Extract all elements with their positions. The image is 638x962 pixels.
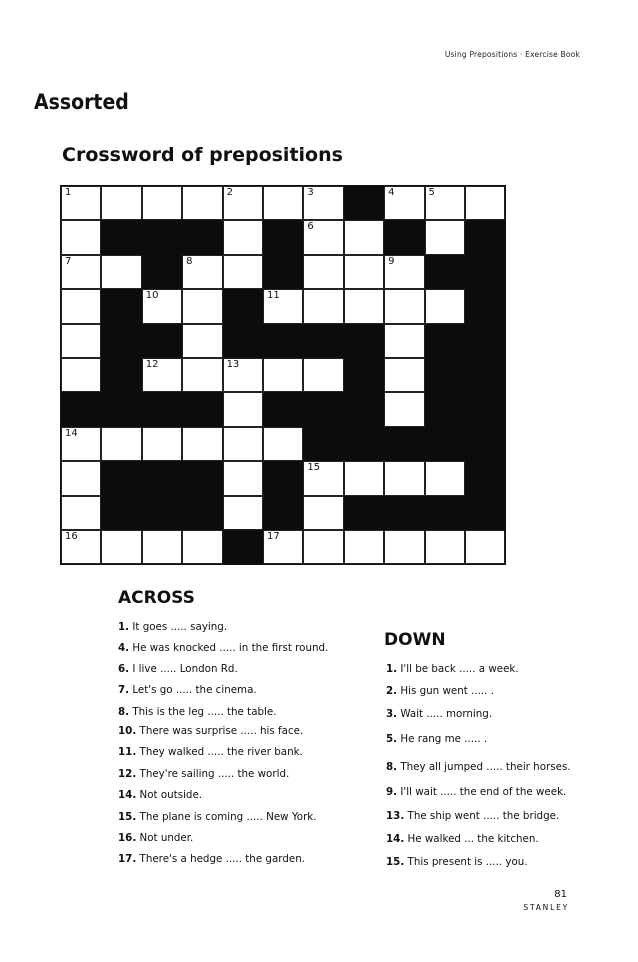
clue-text: This is the leg ..... the table. [132,706,277,718]
clue-number: 2. [386,685,398,697]
clue-item [118,663,238,675]
clue-number: 1 [65,187,72,198]
grid-cell[interactable] [303,255,343,289]
clue-number: 12. [118,768,137,780]
clue-item [386,685,494,697]
clue-number: 15. [118,811,137,823]
clue-number: 7 [65,255,72,267]
grid-cell[interactable] [303,186,343,220]
grid-block [344,186,384,220]
grid-cell[interactable] [303,496,343,530]
grid-cell[interactable] [182,186,222,220]
grid-block [223,289,263,323]
grid-cell[interactable] [223,220,263,254]
grid-cell[interactable] [384,186,424,220]
clue-item [118,725,303,737]
grid-block [223,324,263,358]
clue-text: The plane is coming ..... New York. [139,811,317,823]
clue-item [118,853,305,865]
clue-text: They walked ..... the river bank. [139,746,303,758]
clue-number: 9. [386,786,398,798]
grid-block [425,324,465,358]
running-header: Using Prepositions · Exercise Book [444,50,580,59]
grid-cell[interactable] [101,255,141,289]
grid-cell[interactable] [384,530,424,564]
grid-cell[interactable] [61,255,101,289]
clue-number: 10. [118,725,137,737]
grid-cell[interactable] [61,186,101,220]
grid-block [384,427,424,461]
grid-block [101,220,141,254]
clue-number: 13. [386,810,405,822]
grid-cell[interactable] [61,358,101,392]
grid-cell[interactable] [344,461,384,495]
grid-block [465,461,505,495]
clue-item [118,832,193,844]
clue-item [118,642,328,654]
grid-cell[interactable] [182,324,222,358]
grid-block [303,324,343,358]
clue-number: 13 [226,358,240,370]
clue-text: This present is ..... you. [407,856,528,868]
grid-block [344,358,384,392]
clue-number: 8. [118,706,130,718]
grid-cell[interactable] [425,530,465,564]
grid-cell[interactable] [61,461,101,495]
grid-block [344,324,384,358]
clue-item [118,789,202,801]
clue-text: Not under. [139,832,194,844]
grid-block [465,220,505,254]
grid-cell[interactable] [263,186,303,220]
grid-block [182,392,222,426]
grid-cell[interactable] [263,427,303,461]
page-number: 81 [554,889,567,900]
clue-item [118,811,317,823]
grid-block [465,496,505,530]
grid-block [142,324,182,358]
grid-block [344,496,384,530]
grid-cell[interactable] [465,186,505,220]
clue-text: Not outside. [139,789,203,801]
clue-text: There was surprise ..... his face. [139,725,304,737]
grid-block [223,530,263,564]
grid-block [101,358,141,392]
clue-number: 14 [65,427,78,439]
clue-number: 1. [118,621,130,633]
grid-cell[interactable] [61,324,101,358]
grid-cell[interactable] [61,289,101,323]
clue-item [118,621,227,633]
clue-number: 6 [307,221,314,233]
grid-cell[interactable] [223,255,263,289]
grid-block [101,496,141,530]
clue-number: 17. [118,853,137,865]
grid-block [101,461,141,495]
grid-cell[interactable] [344,530,384,564]
grid-block [182,461,222,495]
grid-block [465,427,505,461]
clue-number: 3. [386,708,398,720]
across-heading: ACROSS [118,588,195,608]
grid-cell[interactable] [344,220,384,254]
grid-block [61,392,101,426]
grid-block [425,255,465,289]
grid-cell[interactable] [223,496,263,530]
grid-cell[interactable] [384,324,424,358]
clue-number: 16. [118,832,137,844]
grid-block [303,427,343,461]
grid-cell[interactable] [61,220,101,254]
grid-cell[interactable] [344,255,384,289]
down-heading: DOWN [384,630,446,650]
clue-text: I'll be back ..... a week. [400,663,519,675]
publisher-name: STANLEY [523,903,569,912]
grid-cell[interactable] [425,461,465,495]
clue-item [386,663,519,675]
grid-block [425,496,465,530]
clue-text: It goes ..... saying. [132,621,228,633]
grid-block [425,392,465,426]
grid-cell[interactable] [101,530,141,564]
clue-number: 3 [307,187,314,198]
clue-item [118,768,289,780]
grid-block [101,324,141,358]
grid-cell[interactable] [101,427,141,461]
crossword-grid [60,185,506,565]
clue-number: 17 [266,530,280,542]
grid-block [465,289,505,323]
grid-cell[interactable] [344,289,384,323]
grid-block [263,392,303,426]
clue-number: 9 [388,255,395,267]
grid-cell[interactable] [303,461,343,495]
grid-cell[interactable] [384,461,424,495]
clue-number: 15. [386,856,405,868]
clue-number: 10 [145,290,159,302]
clue-number: 11 [266,290,280,302]
clue-number: 6. [118,663,130,675]
grid-block [425,427,465,461]
clue-number: 12 [145,358,159,370]
clue-item [118,706,277,718]
clue-item [386,733,487,745]
clue-text: He rang me ..... . [400,733,488,745]
grid-block [142,220,182,254]
grid-cell[interactable] [142,358,182,392]
clue-number: 1. [386,663,398,675]
clue-text: I live ..... London Rd. [132,663,238,675]
puzzle-title: Crossword of prepositions [62,144,343,166]
grid-block [384,496,424,530]
clue-item [386,761,571,773]
grid-cell[interactable] [182,530,222,564]
grid-block [182,496,222,530]
grid-cell[interactable] [303,220,343,254]
grid-block [142,255,182,289]
clue-text: He walked ... the kitchen. [407,833,539,845]
clue-text: Wait ..... morning. [400,708,493,720]
grid-block [425,358,465,392]
section-title: Assorted [34,90,129,114]
grid-block [303,392,343,426]
grid-cell[interactable] [384,289,424,323]
grid-cell[interactable] [142,289,182,323]
clue-number: 16 [65,530,78,542]
clue-text: His gun went ..... . [400,685,494,697]
grid-cell[interactable] [223,427,263,461]
clue-number: 4. [118,642,130,654]
grid-cell[interactable] [142,186,182,220]
clue-text: I'll wait ..... the end of the week. [400,786,567,798]
grid-cell[interactable] [142,427,182,461]
grid-cell[interactable] [223,186,263,220]
clue-number: 5. [386,733,398,745]
grid-cell[interactable] [61,496,101,530]
grid-cell[interactable] [223,461,263,495]
clue-text: There's a hedge ..... the garden. [139,853,305,865]
grid-cell[interactable] [425,289,465,323]
grid-cell[interactable] [425,186,465,220]
grid-block [263,255,303,289]
clue-item [386,810,559,822]
clue-number: 8. [386,761,398,773]
grid-block [142,461,182,495]
clue-item [386,833,539,845]
grid-cell[interactable] [61,530,101,564]
grid-block [263,324,303,358]
grid-cell[interactable] [223,358,263,392]
grid-cell[interactable] [101,186,141,220]
clue-text: The ship went ..... the bridge. [407,810,560,822]
clue-item [386,856,528,868]
grid-block [344,427,384,461]
clue-text: Let's go ..... the cinema. [132,684,257,696]
clue-text: They're sailing ..... the world. [139,768,290,780]
grid-block [263,220,303,254]
grid-cell[interactable] [182,255,222,289]
clue-number: 5 [428,187,435,198]
grid-cell[interactable] [384,392,424,426]
grid-block [465,392,505,426]
grid-block [465,358,505,392]
grid-block [101,392,141,426]
grid-cell[interactable] [384,358,424,392]
grid-block [101,289,141,323]
clue-number: 11. [118,746,137,758]
clue-item [118,746,303,758]
grid-cell[interactable] [263,530,303,564]
grid-cell[interactable] [182,427,222,461]
grid-cell[interactable] [263,358,303,392]
grid-block [465,324,505,358]
grid-block [465,255,505,289]
grid-cell[interactable] [303,289,343,323]
clue-item [118,684,257,696]
clue-number: 14. [118,789,137,801]
clue-number: 14. [386,833,405,845]
grid-cell[interactable] [142,530,182,564]
grid-block [384,220,424,254]
clue-number: 7. [118,684,130,696]
grid-cell[interactable] [182,289,222,323]
grid-block [142,392,182,426]
clue-item [386,786,566,798]
grid-cell[interactable] [263,289,303,323]
grid-block [263,496,303,530]
grid-block [142,496,182,530]
clue-item [386,708,492,720]
grid-cell[interactable] [303,358,343,392]
grid-block [344,392,384,426]
clue-number: 2 [226,187,233,198]
grid-cell[interactable] [303,530,343,564]
grid-cell[interactable] [465,530,505,564]
clue-number: 8 [186,255,193,267]
clue-number: 4 [388,187,395,198]
grid-cell[interactable] [223,392,263,426]
clue-text: He was knocked ..... in the first round. [132,642,329,654]
grid-cell[interactable] [61,427,101,461]
grid-cell[interactable] [182,358,222,392]
grid-cell[interactable] [384,255,424,289]
clue-number: 15 [307,462,321,474]
grid-block [182,220,222,254]
grid-cell[interactable] [425,220,465,254]
clue-text: They all jumped ..... their horses. [400,761,571,773]
grid-block [263,461,303,495]
